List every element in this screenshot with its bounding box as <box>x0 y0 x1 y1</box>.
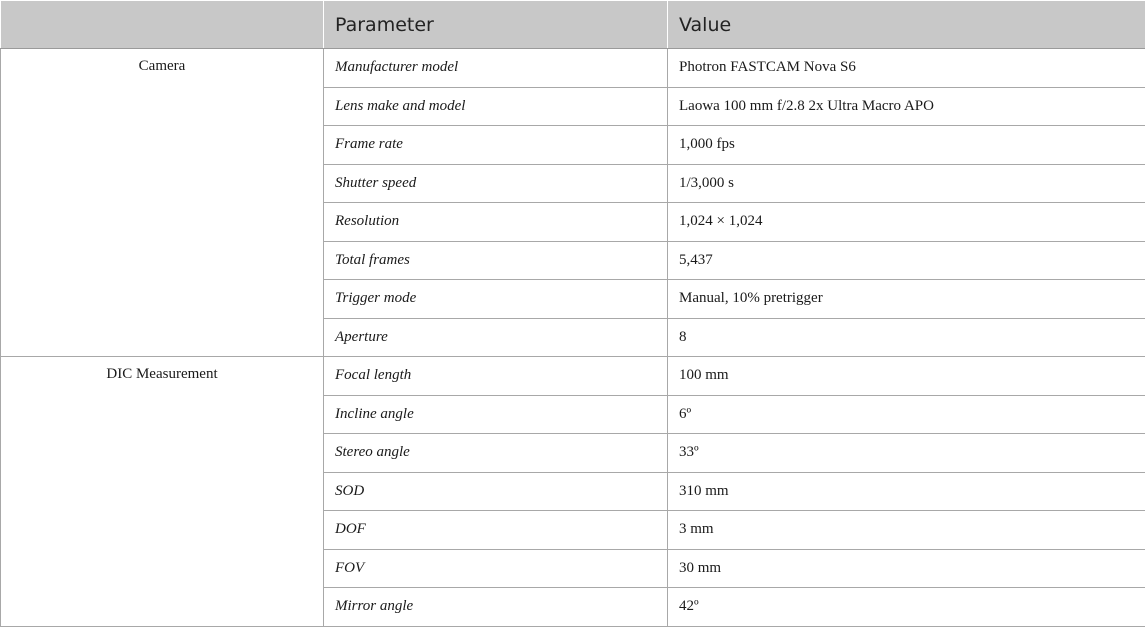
group-label-camera: Camera <box>1 49 324 357</box>
header-value: Value <box>668 1 1145 49</box>
value-cell: 1,024 × 1,024 <box>668 203 1145 242</box>
parameter-cell: Lens make and model <box>324 87 668 126</box>
parameter-cell: SOD <box>324 472 668 511</box>
value-cell: 42º <box>668 588 1145 627</box>
parameter-cell: FOV <box>324 549 668 588</box>
parameter-cell: Stereo angle <box>324 434 668 473</box>
value-cell: 100 mm <box>668 357 1145 396</box>
parameter-cell: Resolution <box>324 203 668 242</box>
value-cell: Laowa 100 mm f/2.8 2x Ultra Macro APO <box>668 87 1145 126</box>
group-label-dic-measurement: DIC Measurement <box>1 357 324 627</box>
value-cell: 310 mm <box>668 472 1145 511</box>
value-cell: 33º <box>668 434 1145 473</box>
parameter-cell: Frame rate <box>324 126 668 165</box>
parameter-cell: Aperture <box>324 318 668 357</box>
parameter-cell: DOF <box>324 511 668 550</box>
value-cell: 30 mm <box>668 549 1145 588</box>
value-cell: 8 <box>668 318 1145 357</box>
value-cell: 5,437 <box>668 241 1145 280</box>
header-group-column <box>1 1 324 49</box>
parameter-cell: Mirror angle <box>324 588 668 627</box>
table-row <box>1 49 1145 88</box>
parameter-cell: Trigger mode <box>324 280 668 319</box>
header-parameter: Parameter <box>324 1 668 49</box>
parameter-cell: Manufacturer model <box>324 49 668 88</box>
parameter-cell: Incline angle <box>324 395 668 434</box>
value-cell: 3 mm <box>668 511 1145 550</box>
value-cell: Photron FASTCAM Nova S6 <box>668 49 1145 88</box>
value-cell: Manual, 10% pretrigger <box>668 280 1145 319</box>
value-cell: 1/3,000 s <box>668 164 1145 203</box>
table-row <box>1 357 1145 396</box>
parameter-cell: Focal length <box>324 357 668 396</box>
header-row <box>1 1 1145 49</box>
parameter-cell: Shutter speed <box>324 164 668 203</box>
value-cell: 1,000 fps <box>668 126 1145 165</box>
parameter-cell: Total frames <box>324 241 668 280</box>
value-cell: 6º <box>668 395 1145 434</box>
